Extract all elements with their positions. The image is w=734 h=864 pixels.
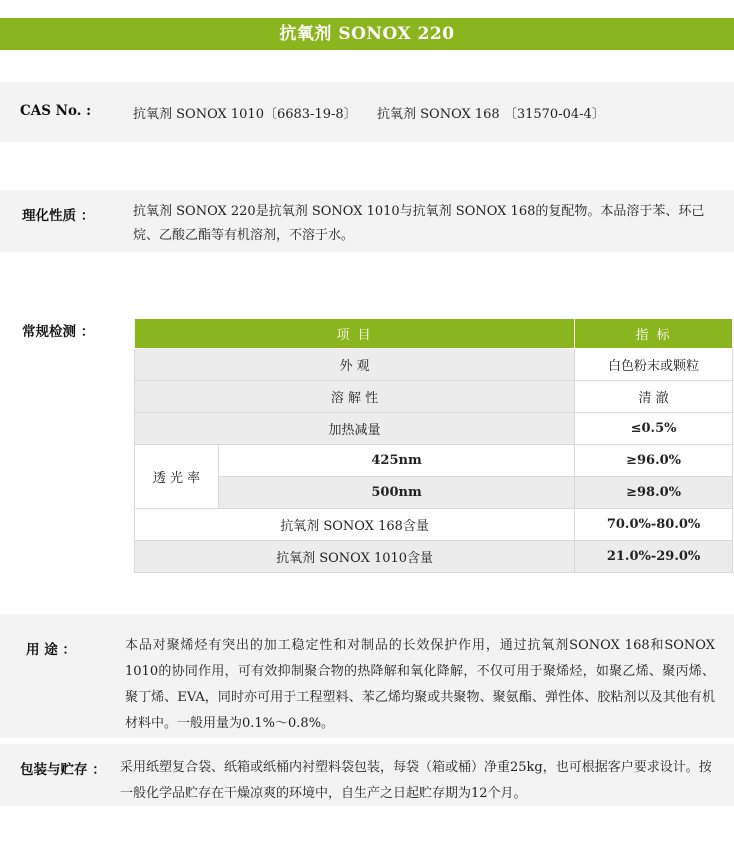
usage-text: 本品对聚烯烃有突出的加工稳定性和对制品的长效保护作用，通过抗氧剂SONOX 168和SONOX 1010的协同作用，可有效抑制聚合物的热降解和氧化降解，不仅可用于聚烯烃，如聚乙烯、聚丙烯、聚丁烯、EVA，同时亦可用于工程塑料、苯乙烯均聚或共聚物、聚氨酯、弹性体、胶粘剂以及其他有机材料中。一般用量为0.1%～0.8%。	[125, 638, 715, 731]
row-value: 70.0%-80.0%	[575, 509, 733, 541]
row-value: 白色粉末或颗粒	[575, 349, 733, 381]
row-value: ≥98.0%	[575, 477, 733, 509]
table-row	[135, 445, 733, 477]
inspection-label: 常规检测 ：	[22, 324, 95, 340]
packaging-text: 采用纸塑复合袋、纸箱或纸桶内衬塑料袋包装，每袋（箱或桶）净重25kg，也可根据客户要求设计。按一般化学品贮存在干燥凉爽的环境中，自生产之日起贮存期为12个月。	[120, 760, 712, 801]
physical-text: 抗氧剂 SONOX 220是抗氧剂 SONOX 1010与抗氧剂 SONOX 168的复配物。本品溶于苯、环己烷、乙酸乙酯等有机溶剂，不溶于水。	[133, 204, 705, 243]
cas-band	[0, 82, 734, 142]
usage-label: 用 途 ：	[26, 642, 76, 658]
header-index: 指 标	[575, 319, 733, 349]
table-row	[135, 413, 733, 445]
cas-item-168: 抗氧剂 SONOX 168 〔31570-04-4〕	[377, 107, 605, 122]
table-row	[135, 381, 733, 413]
table-row	[135, 541, 733, 573]
cas-item-1010: 抗氧剂 SONOX 1010〔6683-19-8〕	[133, 107, 357, 122]
row-item: 外 观	[135, 349, 575, 381]
row-value: 清 澈	[575, 381, 733, 413]
spec-header-row	[135, 319, 733, 349]
row-item: 加热减量	[135, 413, 575, 445]
header-item: 项 目	[135, 319, 575, 349]
row-value: ≥96.0%	[575, 445, 733, 477]
row-item: 抗氧剂 SONOX 1010含量	[135, 541, 575, 573]
physical-label: 理化性质 ：	[22, 208, 95, 224]
row-value: ≤0.5%	[575, 413, 733, 445]
transmittance-label: 透 光 率	[135, 445, 219, 509]
table-row	[135, 509, 733, 541]
wavelength-cell: 500nm	[219, 477, 575, 509]
page-title: 抗氧剂 SONOX 220	[0, 18, 734, 50]
row-item: 抗氧剂 SONOX 168含量	[135, 509, 575, 541]
wavelength-cell: 425nm	[219, 445, 575, 477]
table-row	[135, 477, 733, 509]
table-row	[135, 349, 733, 381]
spec-table	[134, 318, 733, 573]
packaging-label: 包装与贮存 ：	[20, 762, 106, 778]
cas-label: CAS No. :	[20, 103, 92, 119]
row-item: 溶 解 性	[135, 381, 575, 413]
row-value: 21.0%-29.0%	[575, 541, 733, 573]
